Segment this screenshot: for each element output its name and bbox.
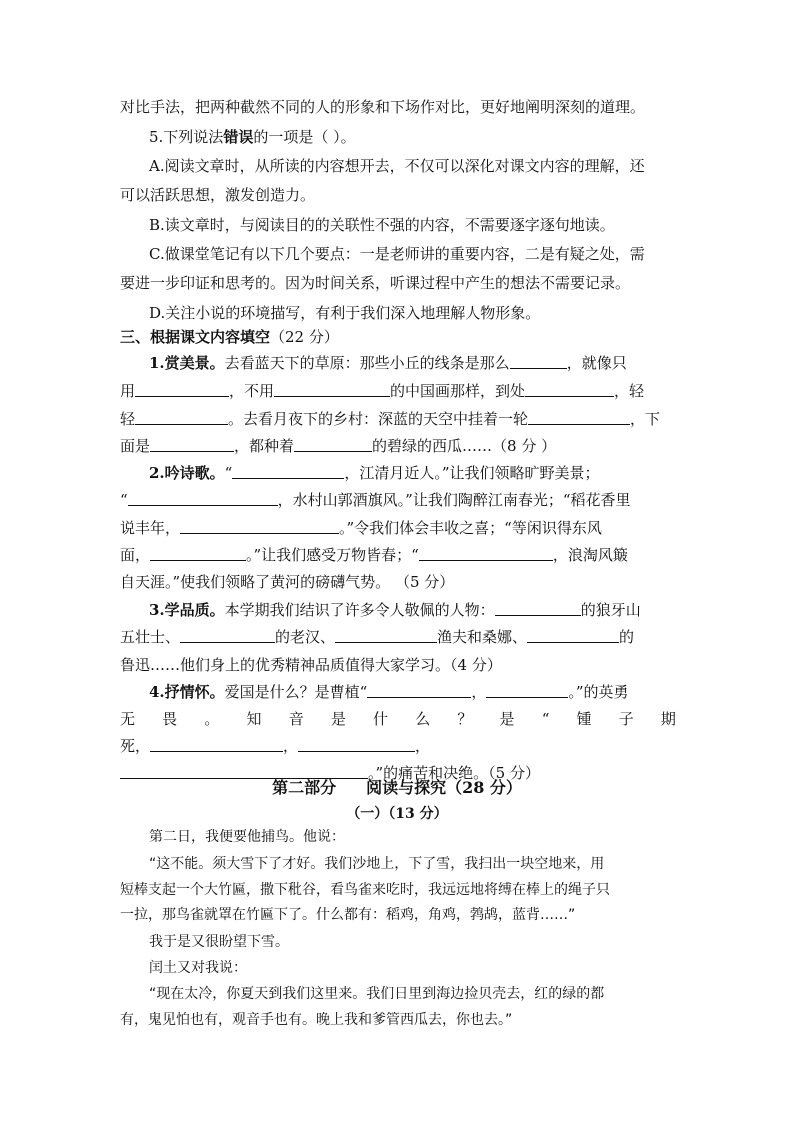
fill-4-text: 爱国是什么？是曹植“	[224, 683, 368, 701]
fill-4-line-1	[149, 681, 629, 703]
fill-3-line-2	[120, 626, 634, 648]
answer-blank[interactable]	[367, 682, 471, 698]
answer-blank[interactable]	[150, 736, 283, 752]
question-5-emphasis: 错误	[223, 128, 254, 146]
fill-2-heading: 2.吟诗歌。	[149, 464, 225, 482]
answer-blank[interactable]	[335, 627, 437, 643]
passage-line: 有，鬼见怕也有，观音手也有。晚上我和爹管西瓜去，你也去。”	[120, 1012, 513, 1028]
fill-2-line-3	[120, 517, 602, 539]
spaced-char: 锺	[576, 710, 592, 728]
answer-blank[interactable]	[150, 545, 246, 561]
fill-4-heading: 4.抒情怀。	[149, 683, 225, 701]
option-c-cont: 要进一步印证和思考的。因为时间关系，听课过程中产生的想法不需要记录。	[120, 274, 631, 292]
fill-2-line-1	[149, 462, 600, 484]
fill-3-heading: 3.学品质。	[149, 601, 225, 619]
passage-line: 第二日，我便要他捕鸟。他说：	[149, 829, 345, 845]
answer-blank[interactable]	[527, 627, 619, 643]
answer-blank[interactable]	[528, 409, 630, 425]
part-2-heading	[0, 777, 794, 799]
fill-2-text: “	[120, 491, 128, 509]
fill-4-text: 。”的英勇	[568, 683, 629, 701]
fill-1-text: ，轻	[614, 382, 645, 400]
fill-4-text: 死，	[120, 737, 151, 755]
fill-1-text: ，都种着	[234, 437, 295, 455]
spaced-char: 。	[204, 710, 220, 728]
answer-blank[interactable]	[180, 627, 275, 643]
fill-1-line-2	[120, 380, 644, 402]
fill-2-text: 面，	[120, 546, 151, 564]
section-3-score: （22 分）	[270, 328, 339, 346]
answer-blank[interactable]	[128, 490, 278, 506]
spaced-char: 畏	[162, 710, 178, 728]
answer-blank[interactable]	[495, 600, 581, 616]
spaced-char: 是	[330, 710, 346, 728]
fill-1-text: 的碧绿的西瓜……（8 分 ）	[372, 437, 557, 455]
fill-4-text: ，	[415, 737, 431, 755]
answer-blank[interactable]	[294, 436, 372, 452]
answer-blank[interactable]	[510, 353, 567, 369]
fill-1-text: ，不用	[229, 382, 275, 400]
answer-blank[interactable]	[135, 409, 228, 425]
fill-2-text: ，江清月近人。”让我们领略旷野美景；	[344, 464, 600, 482]
fill-1-line-1	[149, 352, 627, 374]
answer-blank[interactable]	[486, 682, 568, 698]
option-a: A.阅读文章时，从所读的内容想开去，不仅可以深化对课文内容的理解，还	[149, 157, 645, 175]
fill-2-line-4	[120, 544, 628, 566]
fill-2-text: “	[224, 464, 233, 482]
part-2-title: 阅读与探究（28 分）	[366, 778, 522, 797]
fill-1-heading: 1.赏美景。	[149, 354, 225, 372]
option-b: B.读文章时，与阅读目的的关联性不强的内容，不需要逐字逐句地读。	[149, 216, 615, 234]
spaced-char: 知	[246, 710, 262, 728]
fill-1-text: 。去看月夜下的乡村：深蓝的天空中挂着一轮	[228, 410, 529, 428]
spaced-char: ？	[457, 710, 473, 728]
fill-1-text: 的中国画那样，到处	[390, 382, 526, 400]
fill-1-text: 用	[120, 382, 136, 400]
fill-2-text: ，水村山郭酒旗风。”让我们陶醉江南春光；“稻花香里	[277, 491, 631, 509]
fill-2-text: 。”令我们体会丰收之喜；“等闲识得东风	[339, 519, 602, 537]
fill-2-line-5: 自天涯。”使我们领略了黄河的磅礴气势。 （5 分）	[120, 573, 455, 591]
fill-2-line-2	[120, 489, 631, 511]
section-3-heading	[120, 326, 339, 348]
answer-blank[interactable]	[298, 736, 415, 752]
question-5-blank: 的一项是（ ）。	[253, 128, 356, 146]
fill-3-line-3: 鲁迅……他们身上的优秀精神品质值得大家学习。（4 分）	[120, 656, 502, 674]
fill-1-text: ，就像只	[566, 354, 627, 372]
fill-1-text: ，下	[630, 410, 661, 428]
answer-blank[interactable]	[180, 518, 339, 534]
spaced-char: 期	[660, 710, 676, 728]
fill-2-text: 。”让我们感受万物皆春；“	[246, 546, 419, 564]
passage-line: 闰土又对我说：	[149, 960, 247, 976]
question-5-stem: 5.下列说法	[149, 128, 224, 146]
fill-3-text: 本学期我们结识了许多令人敬佩的人物：	[224, 601, 495, 619]
fill-3-text: 五壮士、	[120, 628, 181, 646]
fill-1-text: 轻	[120, 410, 136, 428]
answer-blank[interactable]	[232, 463, 344, 479]
fill-4-line-2	[120, 708, 676, 730]
option-a-cont: 可以活跃思想，激发创造力。	[120, 186, 316, 204]
passage-line: “现在太冷，你夏天到我们这里来。我们日里到海边捡贝壳去，红的绿的都	[149, 986, 605, 1002]
fill-3-text: 渔夫和桑娜、	[437, 628, 528, 646]
fill-1-text: 去看蓝天下的草原：那些小丘的线条是那么	[224, 354, 510, 372]
question-5	[149, 126, 356, 148]
spaced-char: 无	[120, 710, 136, 728]
fill-2-text: ，浪淘风簸	[552, 546, 628, 564]
fill-4-line-3	[120, 735, 430, 757]
option-c: C.做课堂笔记有以下几个要点：一是老师讲的重要内容，二是有疑之处，需	[149, 245, 645, 263]
reading-1-heading: （一）（13 分）	[346, 806, 448, 822]
spaced-char: 子	[618, 710, 634, 728]
fill-3-text: 的狼牙山	[580, 601, 641, 619]
passage-line: 我于是又很盼望下雪。	[149, 934, 289, 950]
fill-4-text: ，	[471, 683, 487, 701]
text-line: 对比手法，把两种截然不同的人的形象和下场作对比，更好地阐明深刻的道理。	[120, 98, 646, 116]
fill-4-text: ，	[283, 737, 299, 755]
passage-line: 一拉，那鸟雀就罩在竹匾下了。什么都有：稻鸡，角鸡，鹁鸪，蓝背……”	[120, 907, 576, 923]
answer-blank[interactable]	[150, 436, 234, 452]
passage-line: “这不能。须大雪下了才好。我们沙地上，下了雪，我扫出一块空地来，用	[149, 856, 605, 872]
answer-blank[interactable]	[525, 381, 614, 397]
fill-1-line-3	[120, 408, 660, 430]
fill-2-text: 说丰年，	[120, 519, 181, 537]
fill-4-text: 。”的痛苦和决绝。（5 分）	[368, 764, 540, 782]
answer-blank[interactable]	[274, 381, 390, 397]
answer-blank[interactable]	[419, 545, 553, 561]
spaced-char: 是	[499, 710, 515, 728]
fill-3-text: 的	[619, 628, 635, 646]
answer-blank[interactable]	[135, 381, 229, 397]
section-3-title: 三、根据课文内容填空	[120, 328, 271, 346]
part-2-label: 第二部分	[272, 778, 337, 797]
fill-3-text: 的老汉、	[275, 628, 336, 646]
spaced-char: 音	[288, 710, 304, 728]
spaced-char: 么	[415, 710, 431, 728]
fill-3-line-1	[149, 599, 641, 621]
spaced-char: “	[541, 710, 550, 728]
spaced-char: 什	[373, 710, 389, 728]
fill-1-text: 面是	[120, 437, 151, 455]
passage-line: 短棒支起一个大竹匾，撒下秕谷，看鸟雀来吃时，我远远地将缚在棒上的绳子只	[120, 882, 610, 898]
fill-1-line-4	[120, 435, 556, 457]
option-d: D.关注小说的环境描写，有利于我们深入地理解人物形象。	[149, 304, 541, 322]
